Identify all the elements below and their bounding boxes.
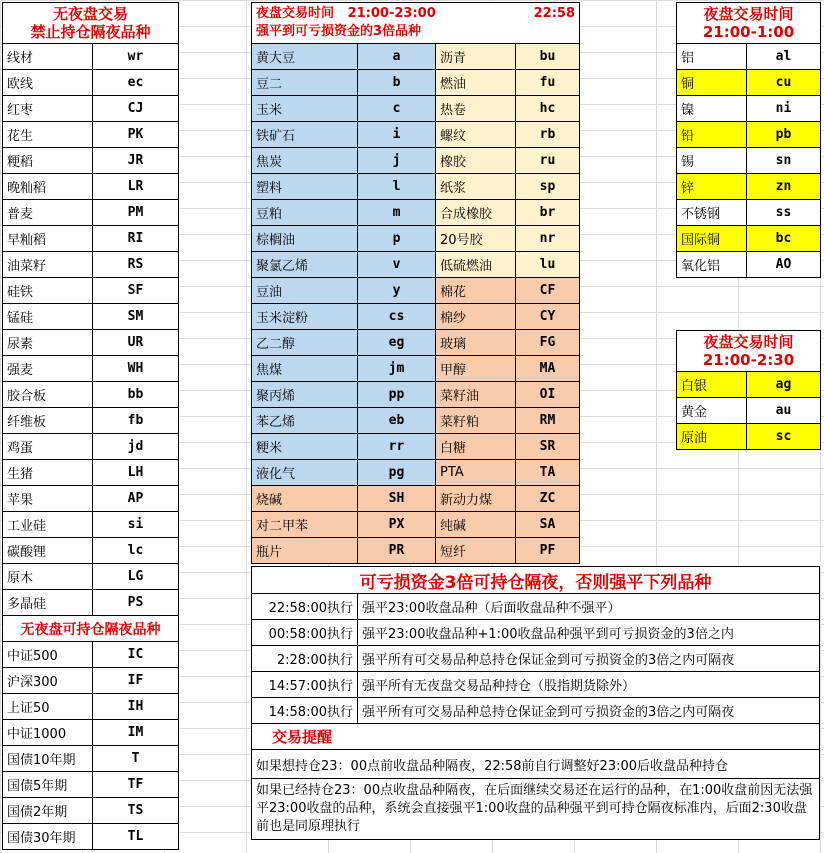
rule-row [252, 646, 820, 672]
product-code: j [358, 148, 436, 174]
product-name: 粳稻 [3, 148, 93, 174]
product-code: IF [93, 668, 179, 694]
product-code: TF [93, 772, 179, 798]
product-name: 线材 [3, 44, 93, 70]
product-code: PR [358, 538, 436, 564]
product-code: AP [93, 486, 179, 512]
rule-time: 14:58:00执行 [252, 698, 358, 724]
product-name: 液化气 [252, 460, 358, 486]
tip-text: 如果想持仓23：00点前收盘品种隔夜，22:58前自行调整好23:00后收盘品种持仓 [252, 750, 820, 779]
product-name: 棕榈油 [252, 226, 358, 252]
product-name: 粳米 [252, 434, 358, 460]
product-name: 黄大豆 [252, 44, 358, 70]
product-code: TA [516, 460, 580, 486]
table-row [677, 372, 821, 398]
product-name: 橡胶 [436, 148, 516, 174]
product-code: ag [747, 372, 821, 398]
table-row [3, 122, 179, 148]
liquidation-title: 可亏损资金3倍可持仓隔夜，否则强平下列品种 [252, 567, 820, 594]
product-code: v [358, 252, 436, 278]
table-row [3, 44, 179, 70]
product-name: 铝 [677, 44, 747, 70]
product-name: 工业硅 [3, 512, 93, 538]
table-row [252, 356, 580, 382]
rule-time: 2:28:00执行 [252, 646, 358, 672]
product-name: 豆二 [252, 70, 358, 96]
rule-row [252, 594, 820, 620]
product-name: 油菜籽 [3, 252, 93, 278]
table-row [252, 148, 580, 174]
product-name: 甲醇 [436, 356, 516, 382]
product-name: 中证1000 [3, 720, 93, 746]
table-row [3, 356, 179, 382]
product-code: ru [516, 148, 580, 174]
product-name: 沥青 [436, 44, 516, 70]
product-code: y [358, 278, 436, 304]
product-code: TL [93, 824, 179, 850]
product-code: al [747, 44, 821, 70]
table-row [3, 148, 179, 174]
product-name: 铁矿石 [252, 122, 358, 148]
product-code: rb [516, 122, 580, 148]
product-code: a [358, 44, 436, 70]
product-name: 玻璃 [436, 330, 516, 356]
rule-text: 强平所有可交易品种总持仓保证金到可亏损资金的3倍之内可隔夜 [358, 646, 820, 672]
table-row [3, 96, 179, 122]
product-name: 黄金 [677, 398, 747, 424]
night-0230-title: 夜盘交易时间 21:00-2:30 [677, 331, 821, 372]
table-row [3, 772, 179, 798]
rule-row [252, 698, 820, 724]
product-name: 白糖 [436, 434, 516, 460]
table-row [252, 44, 580, 70]
product-name: 原油 [677, 424, 747, 450]
tip-text: 如果已经持仓23：00点收盘品种隔夜，在后面继续交易还在运行的品种，在1:00收盘前因无法强平23:00收盘的品种，系统会直接强平1:00收盘的品种强平到可持仓隔夜标准内，后面2:30收盘前也是同原理执行 [252, 779, 820, 840]
product-name: 聚氯乙烯 [252, 252, 358, 278]
product-code: fu [516, 70, 580, 96]
product-name: 强麦 [3, 356, 93, 382]
table-row [252, 200, 580, 226]
product-code: SH [358, 486, 436, 512]
product-name: 对二甲苯 [252, 512, 358, 538]
product-name: 烧碱 [252, 486, 358, 512]
rule-text: 强平所有可交易品种总持仓保证金到可亏损资金的3倍之内可隔夜 [358, 698, 820, 724]
product-code: m [358, 200, 436, 226]
product-code: RI [93, 226, 179, 252]
product-name: 不锈钢 [677, 200, 747, 226]
night-0100-title: 夜盘交易时间 21:00-1:00 [677, 3, 821, 44]
product-code: si [93, 512, 179, 538]
table-row [252, 434, 580, 460]
rule-row [252, 620, 820, 646]
table-row [677, 96, 821, 122]
product-code: PS [93, 590, 179, 616]
table-row [3, 408, 179, 434]
table-row [252, 382, 580, 408]
product-code: PM [93, 200, 179, 226]
product-code: IH [93, 694, 179, 720]
table-row [252, 252, 580, 278]
product-name: 瓶片 [252, 538, 358, 564]
table-row [252, 122, 580, 148]
night-2300-header: 夜盘交易时间 21:00-23:00 22:58 强平到可亏损资金的3倍品种 [252, 3, 580, 44]
no-night-trading-table [2, 2, 179, 850]
product-code: ss [747, 200, 821, 226]
table-row [3, 486, 179, 512]
table-row [677, 70, 821, 96]
product-code: eb [358, 408, 436, 434]
product-name: 红枣 [3, 96, 93, 122]
product-name: 国际铜 [677, 226, 747, 252]
product-code: pg [358, 460, 436, 486]
product-code: TS [93, 798, 179, 824]
table-row [252, 278, 580, 304]
product-code: nr [516, 226, 580, 252]
table-row [252, 174, 580, 200]
table-row [252, 330, 580, 356]
product-code: ni [747, 96, 821, 122]
rule-time: 22:58:00执行 [252, 594, 358, 620]
product-code: FG [516, 330, 580, 356]
rule-text: 强平所有无夜盘交易品种持仓（股指期货除外） [358, 672, 820, 698]
product-code: UR [93, 330, 179, 356]
product-name: 合成橡胶 [436, 200, 516, 226]
product-name: 苹果 [3, 486, 93, 512]
product-name: 热卷 [436, 96, 516, 122]
table-row [3, 538, 179, 564]
table-row [3, 70, 179, 96]
table-row [3, 226, 179, 252]
product-code: rr [358, 434, 436, 460]
product-name: 生猪 [3, 460, 93, 486]
product-code: PX [358, 512, 436, 538]
product-code: fb [93, 408, 179, 434]
product-code: bc [747, 226, 821, 252]
product-code: eg [358, 330, 436, 356]
table-row [677, 44, 821, 70]
rule-time: 14:57:00执行 [252, 672, 358, 698]
product-name: 苯乙烯 [252, 408, 358, 434]
product-name: 锰硅 [3, 304, 93, 330]
product-name: 锡 [677, 148, 747, 174]
product-code: lu [516, 252, 580, 278]
table-row [252, 486, 580, 512]
table-row [252, 538, 580, 564]
product-code: sp [516, 174, 580, 200]
product-code: cs [358, 304, 436, 330]
product-code: pp [358, 382, 436, 408]
table-row [3, 278, 179, 304]
product-code: br [516, 200, 580, 226]
overnight-allowed-title: 无夜盘可持仓隔夜品种 [3, 616, 179, 642]
product-code: OI [516, 382, 580, 408]
product-code: T [93, 746, 179, 772]
product-name: 晚籼稻 [3, 174, 93, 200]
product-code: au [747, 398, 821, 424]
product-code: JR [93, 148, 179, 174]
product-name: 上证50 [3, 694, 93, 720]
product-name: 玉米 [252, 96, 358, 122]
table-row [252, 512, 580, 538]
product-code: p [358, 226, 436, 252]
table-row [3, 720, 179, 746]
product-code: sc [747, 424, 821, 450]
product-name: 国债10年期 [3, 746, 93, 772]
table-row [3, 668, 179, 694]
night-0230-table [676, 330, 821, 450]
product-name: 普麦 [3, 200, 93, 226]
table-row [677, 200, 821, 226]
product-code: AO [747, 252, 821, 278]
product-name: 氧化铝 [677, 252, 747, 278]
table-row [3, 694, 179, 720]
product-code: i [358, 122, 436, 148]
product-code: jm [358, 356, 436, 382]
table-row [3, 200, 179, 226]
table-row [3, 304, 179, 330]
table-row [677, 424, 821, 450]
table-row [3, 512, 179, 538]
product-code: bb [93, 382, 179, 408]
product-code: SR [516, 434, 580, 460]
product-name: 新动力煤 [436, 486, 516, 512]
product-name: 聚丙烯 [252, 382, 358, 408]
product-name: 多晶硅 [3, 590, 93, 616]
table-row [3, 434, 179, 460]
product-code: jd [93, 434, 179, 460]
product-name: 欧线 [3, 70, 93, 96]
table-row [3, 382, 179, 408]
product-name: 焦煤 [252, 356, 358, 382]
table-row [252, 408, 580, 434]
product-name: 原木 [3, 564, 93, 590]
product-code: SF [93, 278, 179, 304]
product-name: 玉米淀粉 [252, 304, 358, 330]
table-row [3, 590, 179, 616]
product-name: 早籼稻 [3, 226, 93, 252]
product-code: bu [516, 44, 580, 70]
forced-liquidation-table [251, 566, 820, 840]
product-code: CF [516, 278, 580, 304]
table-row [677, 148, 821, 174]
product-code: c [358, 96, 436, 122]
table-row [3, 746, 179, 772]
product-name: 菜籽粕 [436, 408, 516, 434]
product-code: pb [747, 122, 821, 148]
product-code: LR [93, 174, 179, 200]
product-code: PK [93, 122, 179, 148]
product-name: 国债30年期 [3, 824, 93, 850]
product-name: 低硫燃油 [436, 252, 516, 278]
product-code: RS [93, 252, 179, 278]
product-code: l [358, 174, 436, 200]
table-row [677, 174, 821, 200]
table-row [3, 174, 179, 200]
table-row [3, 564, 179, 590]
product-name: 纸浆 [436, 174, 516, 200]
product-name: 铜 [677, 70, 747, 96]
product-name: 纯碱 [436, 512, 516, 538]
product-code: lc [93, 538, 179, 564]
product-name: 白银 [677, 372, 747, 398]
product-code: SM [93, 304, 179, 330]
table-row [677, 122, 821, 148]
product-code: RM [516, 408, 580, 434]
product-name: 豆油 [252, 278, 358, 304]
product-code: sn [747, 148, 821, 174]
product-name: 塑料 [252, 174, 358, 200]
product-name: 沪深300 [3, 668, 93, 694]
product-code: ZC [516, 486, 580, 512]
product-code: wr [93, 44, 179, 70]
product-name: 国债2年期 [3, 798, 93, 824]
product-code: hc [516, 96, 580, 122]
rule-row [252, 672, 820, 698]
product-name: 胶合板 [3, 382, 93, 408]
rule-text: 强平23:00收盘品种（后面收盘品种不强平） [358, 594, 820, 620]
product-code: LG [93, 564, 179, 590]
product-name: 焦炭 [252, 148, 358, 174]
product-name: 豆粕 [252, 200, 358, 226]
product-code: LH [93, 460, 179, 486]
table-row [252, 70, 580, 96]
product-name: 燃油 [436, 70, 516, 96]
product-name: PTA [436, 460, 516, 486]
product-name: 铅 [677, 122, 747, 148]
product-name: 镍 [677, 96, 747, 122]
table-row [252, 96, 580, 122]
product-name: 20号胶 [436, 226, 516, 252]
product-name: 尿素 [3, 330, 93, 356]
product-name: 短纤 [436, 538, 516, 564]
product-name: 锌 [677, 174, 747, 200]
product-name: 碳酸锂 [3, 538, 93, 564]
product-code: CJ [93, 96, 179, 122]
table-row [677, 252, 821, 278]
product-code: PF [516, 538, 580, 564]
product-code: cu [747, 70, 821, 96]
product-code: zn [747, 174, 821, 200]
product-code: ec [93, 70, 179, 96]
product-name: 菜籽油 [436, 382, 516, 408]
table-row [3, 330, 179, 356]
product-name: 纤维板 [3, 408, 93, 434]
table-row [3, 460, 179, 486]
tip-title: 交易提醒 [252, 724, 820, 750]
table-row [3, 642, 179, 668]
product-code: b [358, 70, 436, 96]
product-name: 国债5年期 [3, 772, 93, 798]
table-row [3, 252, 179, 278]
product-code: MA [516, 356, 580, 382]
product-name: 硅铁 [3, 278, 93, 304]
table-row [252, 304, 580, 330]
product-name: 中证500 [3, 642, 93, 668]
product-name: 鸡蛋 [3, 434, 93, 460]
product-name: 棉纱 [436, 304, 516, 330]
no-night-title: 无夜盘交易 禁止持仓隔夜品种 [3, 3, 179, 44]
table-row [3, 798, 179, 824]
product-name: 螺纹 [436, 122, 516, 148]
rule-time: 00:58:00执行 [252, 620, 358, 646]
product-name: 花生 [3, 122, 93, 148]
table-row [677, 398, 821, 424]
product-code: WH [93, 356, 179, 382]
table-row [252, 460, 580, 486]
product-code: IM [93, 720, 179, 746]
product-code: CY [516, 304, 580, 330]
night-0100-table [676, 2, 821, 278]
table-row [3, 824, 179, 850]
product-code: IC [93, 642, 179, 668]
product-code: SA [516, 512, 580, 538]
night-2300-table [251, 2, 580, 564]
product-name: 乙二醇 [252, 330, 358, 356]
table-row [677, 226, 821, 252]
table-row [252, 226, 580, 252]
rule-text: 强平23:00收盘品种+1:00收盘品种强平到可亏损资金的3倍之内 [358, 620, 820, 646]
product-name: 棉花 [436, 278, 516, 304]
